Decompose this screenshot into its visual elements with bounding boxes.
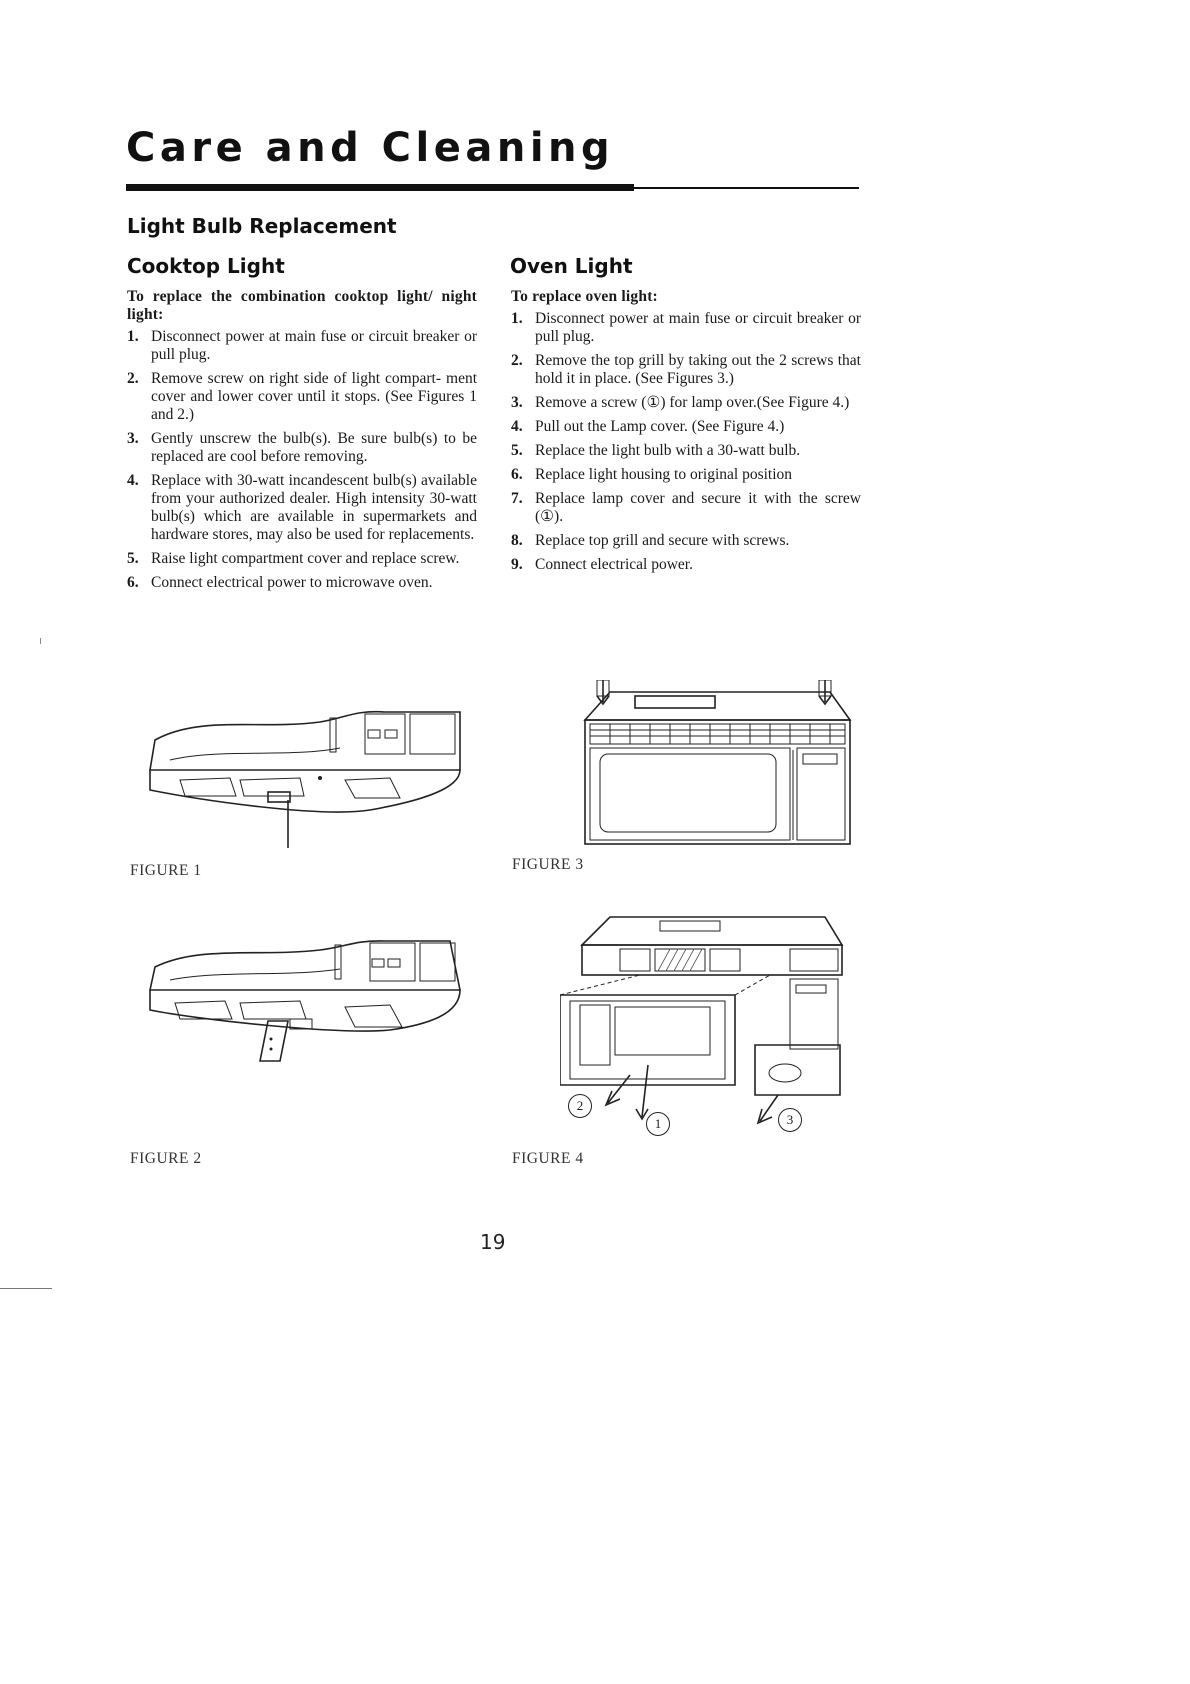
cooktop-step bbox=[127, 328, 477, 364]
step-text: Disconnect power at main fuse or circuit breaker or pull plug. bbox=[151, 328, 477, 363]
cooktop-step bbox=[127, 574, 477, 592]
step-number: 7. bbox=[511, 490, 523, 507]
callout-1: 1 bbox=[646, 1112, 670, 1136]
step-number: 4. bbox=[127, 472, 139, 489]
step-number: 1. bbox=[127, 328, 139, 345]
page-title: Care and Cleaning bbox=[126, 125, 615, 171]
callout-2: 2 bbox=[568, 1094, 592, 1118]
figure-3-illustration bbox=[575, 680, 855, 850]
cooktop-intro: To replace the combination cooktop light/ night light: bbox=[127, 288, 477, 323]
step-text: Connect electrical power. bbox=[535, 556, 693, 573]
oven-steps bbox=[511, 310, 861, 574]
oven-instructions bbox=[511, 288, 861, 580]
step-text: Gently unscrew the bulb(s). Be sure bulb(s) to be replaced are cool before removing. bbox=[151, 430, 477, 465]
step-number: 2. bbox=[127, 370, 139, 387]
step-number: 2. bbox=[511, 352, 523, 369]
callout-3: 3 bbox=[778, 1108, 802, 1132]
margin-rule bbox=[0, 1288, 52, 1289]
oven-step bbox=[511, 442, 861, 460]
oven-step bbox=[511, 352, 861, 388]
oven-step bbox=[511, 556, 861, 574]
cooktop-step bbox=[127, 472, 477, 544]
step-number: 4. bbox=[511, 418, 523, 435]
step-text: Remove a screw (①) for lamp over.(See Figure 4.) bbox=[535, 394, 850, 411]
cooktop-heading: Cooktop Light bbox=[127, 254, 285, 278]
step-number: 3. bbox=[127, 430, 139, 447]
step-text: Replace light housing to original position bbox=[535, 466, 793, 483]
cooktop-step bbox=[127, 370, 477, 424]
step-number: 9. bbox=[511, 556, 523, 573]
step-text: Remove the top grill by taking out the 2 screws that hold it in place. (See Figures 3.) bbox=[535, 352, 861, 387]
oven-step bbox=[511, 394, 861, 412]
figure-3-caption: FIGURE 3 bbox=[512, 856, 584, 873]
cooktop-steps bbox=[127, 328, 477, 592]
cooktop-instructions bbox=[127, 288, 477, 598]
step-text: Replace top grill and secure with screws. bbox=[535, 532, 790, 549]
step-text: Replace with 30-watt incandescent bulb(s) available from your authorized dealer. High intensity 30-watt bulb(s) which are available in supermarkets and hardware stores, may also be used for replacements. bbox=[151, 472, 477, 543]
step-number: 8. bbox=[511, 532, 523, 549]
oven-step bbox=[511, 466, 861, 484]
oven-step bbox=[511, 532, 861, 550]
oven-heading: Oven Light bbox=[510, 254, 633, 278]
step-text: Replace the light bulb with a 30-watt bulb. bbox=[535, 442, 801, 459]
step-number: 5. bbox=[511, 442, 523, 459]
cooktop-step bbox=[127, 550, 477, 568]
step-number: 5. bbox=[127, 550, 139, 567]
oven-intro: To replace oven light: bbox=[511, 288, 658, 305]
step-text: Replace lamp cover and secure it with the screw (①). bbox=[535, 490, 861, 525]
step-text: Connect electrical power to microwave oven. bbox=[151, 574, 433, 591]
figure-2-illustration bbox=[140, 935, 470, 1075]
oven-step bbox=[511, 310, 861, 346]
figure-2-caption: FIGURE 2 bbox=[130, 1150, 202, 1167]
step-number: 6. bbox=[511, 466, 523, 483]
figure-1-caption: FIGURE 1 bbox=[130, 862, 202, 879]
oven-step bbox=[511, 418, 861, 436]
title-rule-thin bbox=[126, 187, 859, 189]
step-text: Pull out the Lamp cover. (See Figure 4.) bbox=[535, 418, 785, 435]
margin-tick bbox=[40, 638, 41, 644]
page-number: 19 bbox=[480, 1230, 506, 1254]
step-number: 6. bbox=[127, 574, 139, 591]
figure-4-caption: FIGURE 4 bbox=[512, 1150, 584, 1167]
step-text: Remove screw on right side of light compart- ment cover and lower cover until it stops. (See Figures 1 and 2.) bbox=[151, 370, 477, 423]
oven-step bbox=[511, 490, 861, 526]
cooktop-step bbox=[127, 430, 477, 466]
step-number: 1. bbox=[511, 310, 523, 327]
figure-4-illustration bbox=[560, 905, 850, 1135]
figure-1-illustration bbox=[140, 700, 470, 850]
step-text: Disconnect power at main fuse or circuit breaker or pull plug. bbox=[535, 310, 861, 345]
section-title: Light Bulb Replacement bbox=[127, 214, 397, 238]
step-text: Raise light compartment cover and replace screw. bbox=[151, 550, 460, 567]
step-number: 3. bbox=[511, 394, 523, 411]
